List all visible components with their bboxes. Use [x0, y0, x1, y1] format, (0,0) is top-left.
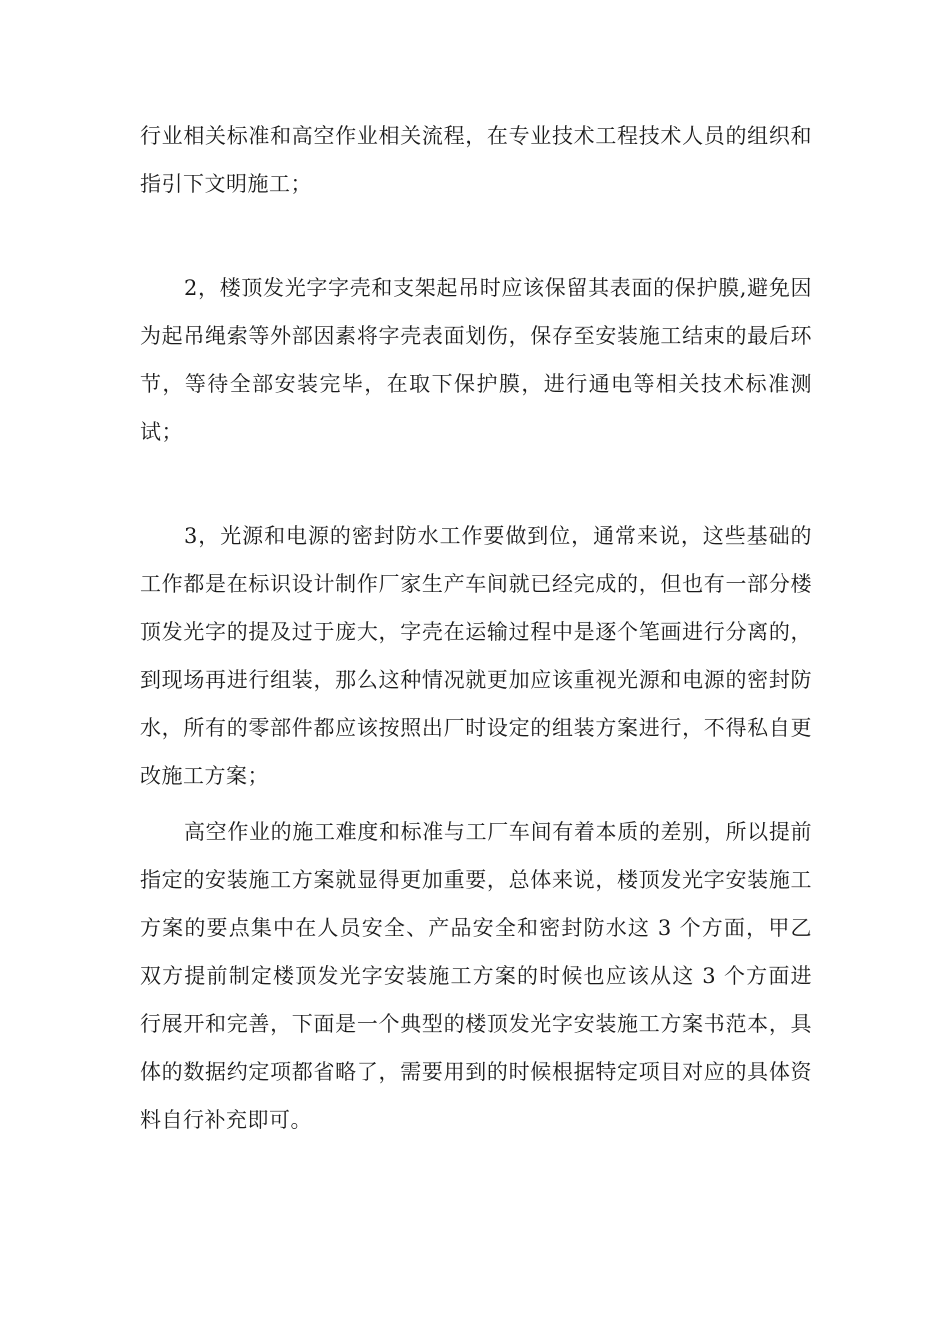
paragraph-continuation: 行业相关标准和高空作业相关流程，在专业技术工程技术人员的组织和指引下文明施工； — [140, 124, 812, 196]
paragraph-item-3: 3，光源和电源的密封防水工作要做到位，通常来说，这些基础的工作都是在标识设计制作厂家生产车间就已经完成的，但也有一部分楼顶发光字的提及过于庞大，字壳在运输过程中是逐个笔画进行分离的，到现场再进行组装，那么这种情况就更加应该重视光源和电源的密封防水，所有的零部件都应该按照出厂时设定的组装方案进行，不得私自更改施工方案； — [140, 524, 812, 788]
paragraph-item-2: 2，楼顶发光字字壳和支架起吊时应该保留其表面的保护膜,避免因为起吊绳索等外部因素将字壳表面划伤，保存至安装施工结束的最后环节，等待全部安装完毕，在取下保护膜，进行通电等相关技术标准测试； — [140, 276, 812, 444]
paragraph-summary: 高空作业的施工难度和标准与工厂车间有着本质的差别，所以提前指定的安装施工方案就显得更加重要，总体来说，楼顶发光字安装施工方案的要点集中在人员安全、产品安全和密封防水这 3 个方面，甲乙双方提前制定楼顶发光字安装施工方案的时候也应该从这 3 个方面进行展开和完善，下面是一个典型的楼顶发光字安装施工方案书范本，具体的数据约定项都省略了，需要用到的时候根据特定项目对应的具体资料自行补充即可。 — [140, 820, 812, 1132]
